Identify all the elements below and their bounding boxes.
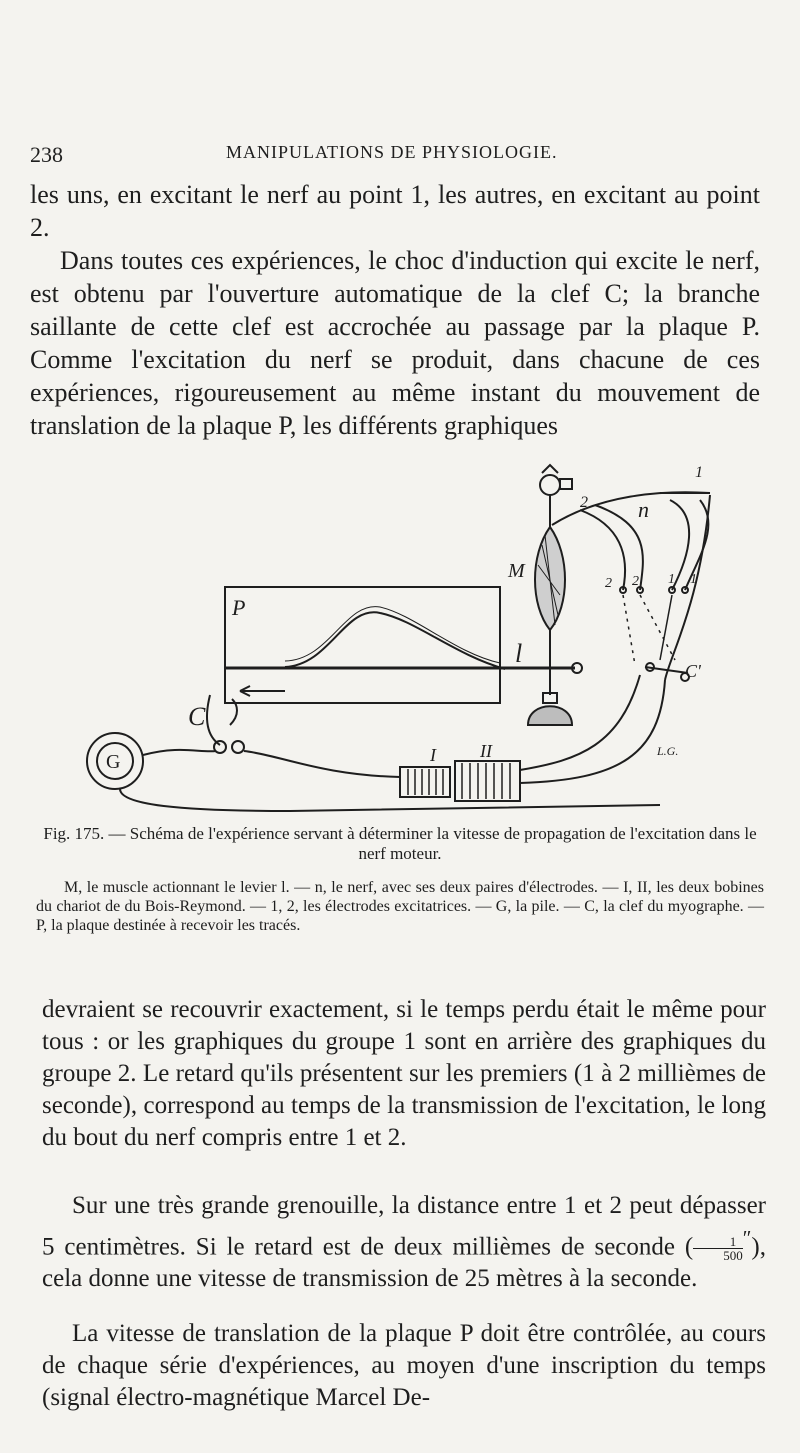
paragraph-5: La vitesse de translation de la plaque P doit être contrôlée, au cours de chaque série d'expériences, au moyen d'une inscription du temps (signal électro-magnétique Marcel De-	[42, 1320, 766, 1411]
label-electrode-2b: 2	[632, 574, 639, 589]
paragraph-2: Dans toutes ces expériences, le choc d'induction qui excite le nerf, est obtenu par l'ouverture automatique de la clef C; la branche saillante de cette clef est accrochée au passage par la plaque P. Comme l'excitation du nerf se produit, dans chacune de ces expériences, rigoureusement au même instant du mouvement de translation de la plaque P, les différents graphiques	[30, 246, 760, 440]
fraction-numerator: 1	[729, 1234, 737, 1250]
label-signature: L.G.	[657, 744, 679, 758]
label-n: n	[638, 497, 649, 522]
plate-p	[225, 587, 500, 703]
fraction-denominator: 500	[693, 1248, 743, 1262]
figure-legend: M, le muscle actionnant le levier l. — n, le nerf, avec ses deux paires d'électrodes. — I, II, les deux bobines du chariot de du Bois-Reymond. — 1, 2, les électrodes excitatrices. — G, la pile. — C, la clef du myographe. — P, la plaque destinée à recevoir les tracés.	[36, 879, 764, 934]
label-m: M	[508, 560, 525, 582]
label-c: C	[188, 702, 206, 731]
running-title: MANIPULATIONS DE PHYSIOLOGIE.	[226, 142, 558, 162]
paragraph-4	[42, 1190, 766, 1295]
trace-curve	[285, 612, 505, 669]
label-electrode-1a: 1	[668, 572, 675, 587]
page-header	[30, 142, 760, 172]
paragraph-1: les uns, en excitant le nerf au point 1, les autres, en excitant au point 2.	[30, 180, 760, 242]
label-coil-i: I	[430, 745, 436, 765]
paragraph-4-before: Sur une très grande grenouille, la distance entre 1 et 2 peut dépasser 5 centimètres. Si le retard est de deux millièmes de seconde (	[42, 1192, 766, 1261]
weight	[528, 706, 572, 725]
label-l: l	[515, 639, 523, 668]
fraction-seconds-mark: ″	[742, 1226, 752, 1250]
text-block-top	[30, 178, 760, 442]
page-number: 238	[30, 142, 63, 167]
label-electrode-1: 1	[695, 464, 703, 481]
label-electrode-2: 2	[580, 494, 588, 511]
experiment-figure	[60, 455, 780, 825]
label-g: G	[106, 751, 121, 773]
paragraph-3: devraient se recouvrir exactement, si le temps perdu était le même pour tous : or les graphiques du groupe 1 sont en arrière des graphiques du groupe 2. Le retard qu'ils présentent sur les premiers (1 à 2 millièmes de seconde), correspond au temps de la transmission de l'excitation, le long du bout du nerf compris entre 1 et 2.	[42, 996, 766, 1151]
label-c-prime: C'	[685, 661, 701, 681]
figure-caption: Fig. 175. — Schéma de l'expérience servant à déterminer la vitesse de propagation de l'excitation dans le nerf moteur.	[43, 824, 757, 863]
label-electrode-1b: 1	[690, 572, 697, 587]
label-electrode-2a: 2	[605, 576, 612, 591]
label-p: P	[232, 595, 246, 620]
paragraph-4-after: ), cela donne une vitesse de transmission de 25 mètres à la seconde.	[42, 1233, 766, 1293]
fraction	[693, 1235, 743, 1262]
label-coil-ii: II	[480, 741, 492, 761]
